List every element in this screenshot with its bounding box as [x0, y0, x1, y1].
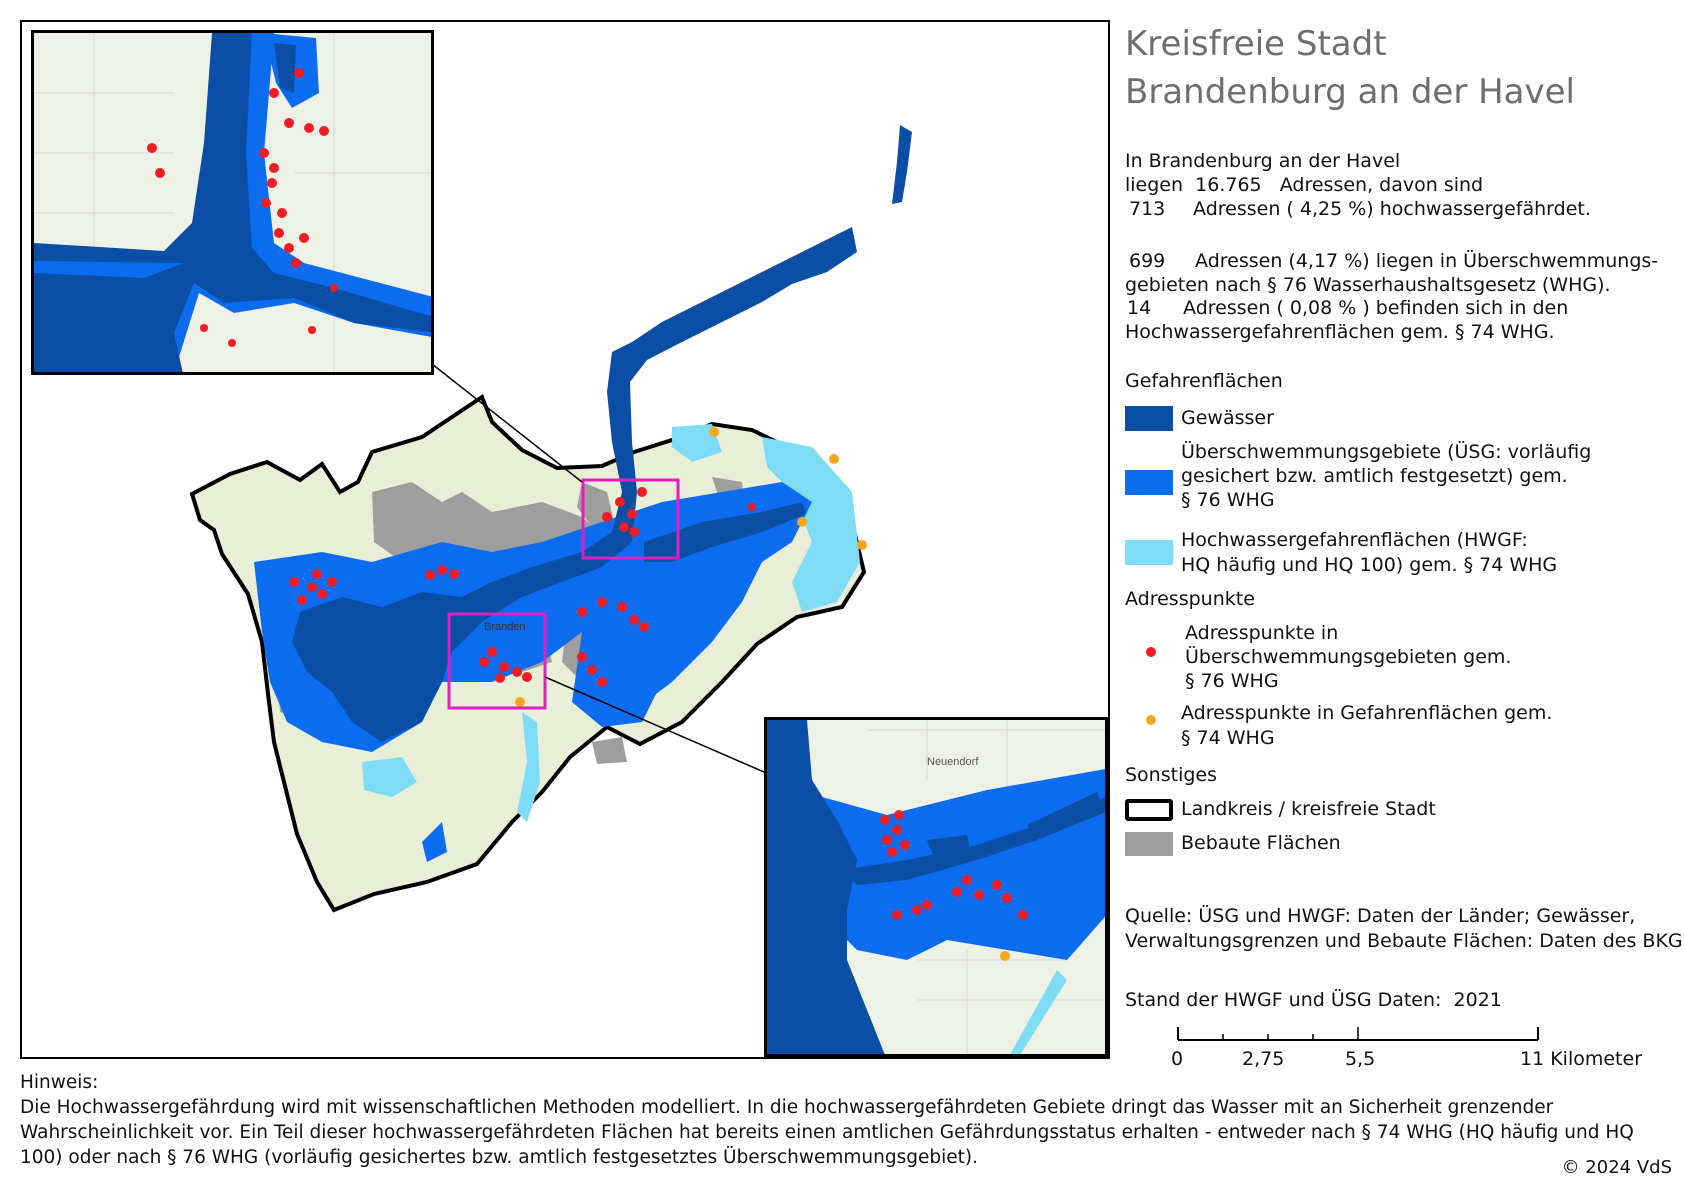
hwgf-label-1: Hochwassergefahrenflächen (HWGF: — [1181, 529, 1528, 551]
usg-label-2: gesichert bzw. amtlich festgesetzt) gem. — [1181, 465, 1568, 487]
stats-total-line — [1125, 174, 1483, 196]
inset-south-graphic — [767, 720, 1108, 1057]
boundary-swatch — [1125, 799, 1173, 821]
usg-prefix: Adressen ( — [1195, 250, 1296, 272]
hwgf-prefix: Adressen ( — [1183, 297, 1284, 319]
hwgf-suffix: ) befinden sich in den — [1362, 297, 1569, 319]
usg-suffix: %) liegen in Überschwemmungs- — [1344, 250, 1659, 272]
total-prefix: liegen — [1125, 174, 1184, 196]
usg-point-symbol — [1146, 647, 1156, 657]
stats-intro: In Brandenburg an der Havel — [1125, 150, 1401, 172]
point-usg-label-3: § 76 WHG — [1185, 670, 1279, 692]
hwgf-percent: 0,08 % — [1289, 297, 1357, 319]
stats-endangered-line — [1125, 198, 1591, 220]
note — [20, 1070, 1670, 1170]
point-hwgf-label-2: § 74 WHG — [1181, 727, 1275, 749]
usg-label-1: Überschwemmungsgebiete (ÜSG: vorläufig — [1181, 441, 1592, 463]
point-usg-label-1: Adresspunkte in — [1185, 622, 1339, 644]
usg-swatch — [1125, 470, 1173, 495]
water-swatch — [1125, 406, 1173, 431]
usg-line-2: gebieten nach § 76 Wasserhaushaltsgesetz (WHG). — [1125, 274, 1611, 296]
point-usg-label-2: Überschwemmungsgebieten gem. — [1185, 646, 1512, 668]
inset-place-label: Neuendorf — [927, 756, 979, 768]
water-label: Gewässer — [1181, 407, 1274, 429]
hwgf-point-symbol — [1146, 715, 1156, 725]
legend-heading-other: Sonstiges — [1125, 764, 1218, 786]
source-line-1: Quelle: ÜSG und HWGF: Daten der Länder; Gewässer, — [1125, 905, 1636, 927]
hwgf-line-2: Hochwassergefahrenflächen gem. § 74 WHG. — [1125, 321, 1555, 343]
inset-map-south — [764, 717, 1108, 1057]
title-line-1: Kreisfreie Stadt — [1125, 24, 1387, 64]
total-suffix: Adressen, davon sind — [1279, 174, 1484, 196]
endangered-prefix: Adressen ( — [1193, 198, 1294, 220]
endangered-percent: 4,25 — [1299, 198, 1343, 220]
hwgf-swatch — [1125, 540, 1173, 565]
usg-percent: 4,17 — [1295, 250, 1339, 272]
legend-panel — [1125, 20, 1683, 1070]
scale-tick-0: 0 — [1171, 1048, 1184, 1070]
note-text: Die Hochwassergefährdung wird mit wissenschaftlichen Methoden modelliert. In die hochwassergefährdeten Gebiete dringt das Wasser mit an Sicherheit grenzender Wahrscheinlichkeit vor. Ein Teil dieser hochwassergefährdeten Flächen hat bereits einen amtlichen Gefährdungsstatus erhalten - entweder nach § 74 WHG (HQ häufig und HQ 100) oder nach § 76 WHG (vorläufig gesichertes bzw. amtlich festgesetztes Überschwemmungsgebiet). — [20, 1097, 1634, 1168]
scale-tick-1: 2,75 — [1242, 1048, 1285, 1070]
inset-north-graphic — [34, 33, 434, 375]
total-addresses: 16.765 — [1195, 174, 1262, 196]
legend-heading-hazard: Gefahrenflächen — [1125, 370, 1283, 392]
stats-hwgf-line — [1125, 297, 1568, 319]
built-swatch — [1125, 832, 1173, 856]
map-frame — [20, 20, 1110, 1059]
built-label: Bebaute Flächen — [1181, 832, 1341, 854]
source-line-2: Verwaltungsgrenzen und Bebaute Flächen: Daten des BKG — [1125, 930, 1683, 952]
scale-tick-3: 11 Kilometer — [1520, 1048, 1643, 1070]
stats-usg-line — [1125, 250, 1658, 272]
hwgf-count: 14 — [1127, 297, 1152, 319]
scale-bar — [1177, 1025, 1539, 1045]
endangered-suffix: %) hochwassergefährdet. — [1348, 198, 1591, 220]
usg-count: 699 — [1129, 250, 1166, 272]
note-heading: Hinweis: — [20, 1072, 99, 1093]
scale-tick-2: 5,5 — [1345, 1048, 1376, 1070]
boundary-label: Landkreis / kreisfreie Stadt — [1181, 798, 1436, 820]
city-map-label: Branden — [484, 621, 526, 633]
copyright: © 2024 VdS — [1561, 1157, 1672, 1178]
point-hwgf-label-1: Adresspunkte in Gefahrenflächen gem. — [1181, 702, 1553, 724]
data-date-label: Stand der HWGF und ÜSG Daten: — [1125, 989, 1442, 1011]
title-line-2: Brandenburg an der Havel — [1125, 72, 1576, 112]
data-date-year: 2021 — [1453, 989, 1502, 1011]
endangered-count: 713 — [1129, 198, 1166, 220]
legend-heading-points: Adresspunkte — [1125, 588, 1255, 610]
hwgf-label-2: HQ häufig und HQ 100) gem. § 74 WHG — [1181, 554, 1558, 576]
data-date — [1125, 988, 1502, 1013]
inset-map-north — [31, 30, 434, 375]
usg-label-3: § 76 WHG — [1181, 489, 1275, 511]
